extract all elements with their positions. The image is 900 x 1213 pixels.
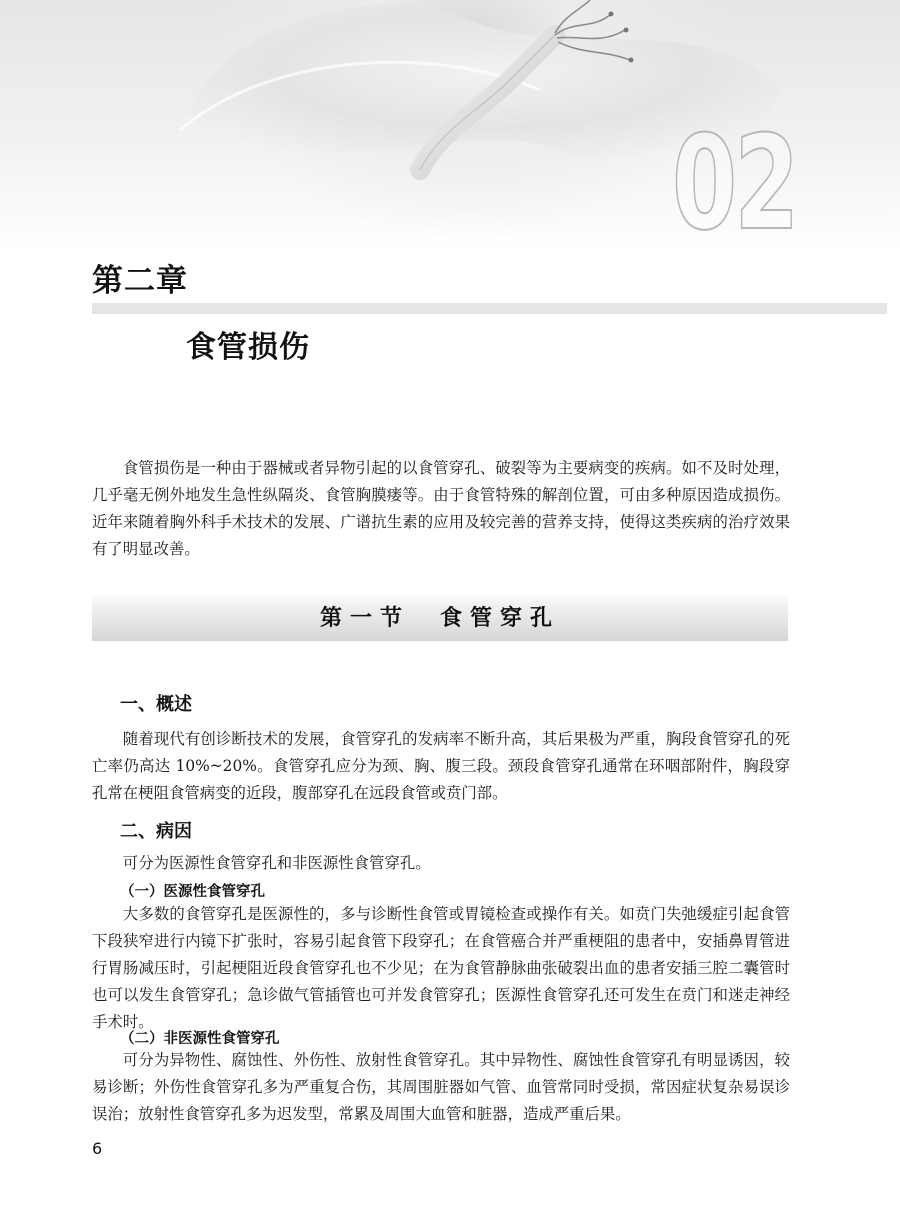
chapter-title: 食管损伤: [186, 330, 310, 365]
intro-paragraph: 食管损伤是一种由于器械或者异物引起的以食管穿孔、破裂等为主要病变的疾病。如不及时处理，几乎毫无例外地发生急性纵隔炎、食管胸膜瘘等。由于食管特殊的解剖位置，可由多种原因造成损伤。近年来随着胸外科手术技术的发展、广谱抗生素的应用及较完善的营养支持，使得这类疾病的治疗效果有了明显改善。: [92, 459, 790, 558]
non-iatrogenic-paragraph: 可分为异物性、腐蚀性、外伤性、放射性食管穿孔。其中异物性、腐蚀性食管穿孔有明显诱因，较易诊断；外伤性食管穿孔多为严重复合伤，其周围脏器如气管、血管常同时受损，常因症状复杂易误诊误治；放射性食管穿孔多为迟发型，常累及周围大血管和脏器，造成严重后果。: [92, 1051, 790, 1123]
iatrogenic-paragraph: 大多数的食管穿孔是医源性的，多与诊断性食管或胃镜检查或操作有关。如贲门失弛缓症引起食管下段狭窄进行内镜下扩张时，容易引起食管下段穿孔；在食管癌合并严重梗阻的患者中，安插鼻胃管进行胃肠减压时，引起梗阻近段食管穿孔也不少见；在为食管静脉曲张破裂出血的患者安插三腔二囊管时也可以发生食管穿孔；急诊做气管插管也可并发食管穿孔；医源性食管穿孔还可发生在贲门和迷走神经手术时。: [92, 905, 790, 1031]
iatrogenic-heading: （一）医源性食管穿孔: [120, 884, 265, 900]
chapter-label: 第二章: [92, 263, 188, 299]
overview-paragraph: 随着现代有创诊断技术的发展，食管穿孔的发病率不断升高，其后果极为严重，胸段食管穿孔的死亡率仍高达 10%~20%。食管穿孔应分为颈、胸、腹三段。颈段食管穿孔通常在环咽部附件，胸段穿孔常在梗阻食管病变的近段，腹部穿孔在远段食管或贲门部。: [92, 730, 790, 802]
non-iatrogenic-heading: （二）非医源性食管穿孔: [120, 1031, 280, 1047]
overview-heading: 一、概述: [120, 694, 192, 715]
etiology-intro: 可分为医源性食管穿孔和非医源性食管穿孔。: [122, 854, 431, 872]
section-title: 第一节 食管穿孔: [319, 605, 560, 631]
chapter-banner: [0, 0, 900, 250]
etiology-heading: 二、病因: [120, 821, 192, 842]
chapter-divider: [92, 303, 887, 314]
page-number: 6: [92, 1139, 103, 1158]
chapter-number: 02: [672, 107, 797, 250]
section-header: [92, 593, 788, 641]
